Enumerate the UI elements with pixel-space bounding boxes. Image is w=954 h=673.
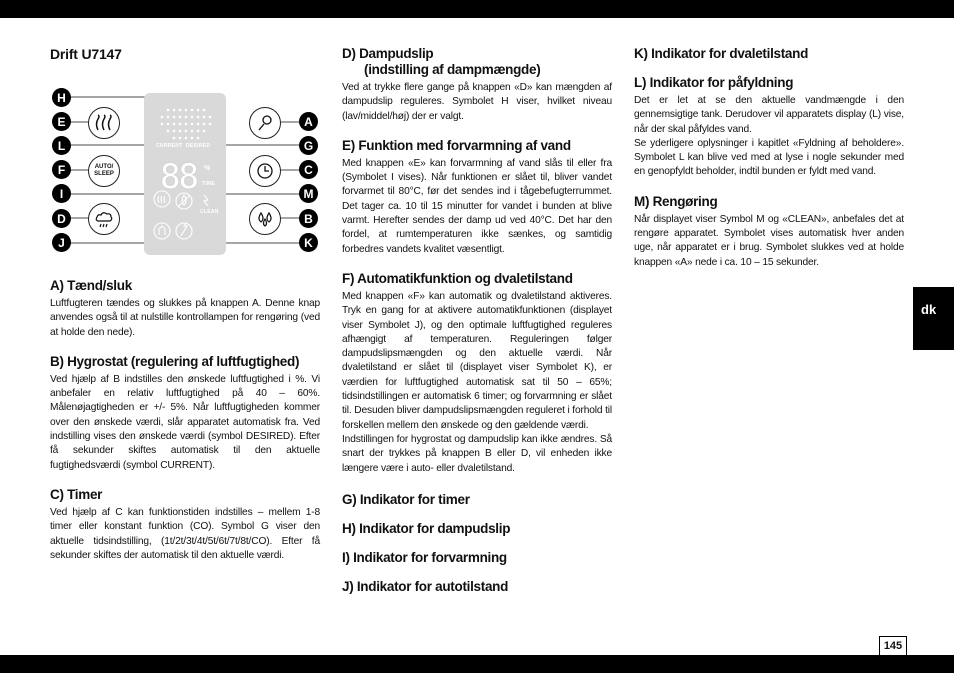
label-l: L (52, 136, 71, 155)
power-button[interactable] (249, 107, 281, 139)
section-f-text-2: Indstillingen for hygrostat og dampudslip kan ikke ændres. Så snart der trykkes på knappen B eller D, vil enheden ikke længere være i auto- eller dvaletilstand. (342, 433, 612, 474)
section-e-heading: E) Funktion med forvarmning af vand (342, 137, 571, 153)
section-m-text: Når displayet viser Symbol M og «CLEAN», anbefales det at rengøre apparatet. Symbolet vises automatisk hver anden uge, når apparatet er i brug. Symbolet slukkes ved at holde knappen «A» nede i ca. 10 – 15 sekunder. (634, 213, 904, 268)
language-tab-label: dk (921, 302, 937, 317)
label-a: A (299, 112, 318, 131)
section-f-heading: F) Automatikfunktion og dvaletilstand (342, 270, 573, 286)
language-tab (913, 287, 954, 350)
section-l-heading: L) Indikator for påfyldning (634, 75, 794, 90)
label-m: M (299, 184, 318, 203)
timer-button[interactable] (249, 155, 281, 187)
panel-percent: % (204, 165, 211, 172)
label-b: B (299, 209, 318, 228)
label-h: H (52, 88, 71, 107)
section-i-heading: I) Indikator for forvarmning (342, 549, 507, 565)
section-h-heading: H) Indikator for dampudslip (342, 520, 511, 536)
column-3 (634, 46, 904, 270)
label-i: I (52, 184, 71, 203)
section-c-text: Ved hjælp af C kan funktionstiden indstilles – mellem 1-8 timer eller konstant funktion (CO). Symbol G viser den aktuelle tidsindstilling, (1t/2t/3t/4t/5t/6t/7t/8t/CO). Efter få sekunder skiftes der automatisk til den aktuelle værdi. (50, 506, 320, 561)
section-a-heading: A) Tænd/sluk (50, 278, 132, 293)
top-band (0, 0, 954, 18)
panel-symbols (152, 189, 220, 247)
section-d-text: Ved at trykke flere gange på knappen «D» kan mængden af dampudslip reguleres. Symbolet H viser, hvilket niveau (lav/middel/høj) der er valgt. (342, 82, 612, 122)
auto-sleep-line2: SLEEP (94, 171, 114, 177)
display-panel (144, 93, 226, 255)
level-dots (154, 107, 216, 143)
heat-waves-icon (94, 114, 114, 132)
section-d-heading: D) Dampudslip (342, 46, 434, 61)
section-l-text-2: Se yderligere oplysninger i kapitlet «Fyldning af beholdere». Symbolet L kan blive ved med at lyse i nogle sekunder med en genopfyldt beholder, indtil bunden er fyldt med vand. (634, 137, 904, 178)
label-d: D (52, 209, 71, 228)
water-drops-icon (255, 209, 275, 229)
section-f-text: Med knappen «F» kan automatik og dvaletilstand aktiveres. Tryk en gang for at aktivere automatikfunktionen (displayet viser Symbolet J), og den optimale luftfugtighed reguleres afhængigt af temperaturen. Reguleringen følger dampudslipsmængden og den aktuelle værdi. Når dvaletilstand er slået til (displayet viser Symbolet K), er værdien for luftfugtighed automatisk sat til 50 – 65%; tidsindstillingen er automatisk 6 timer; og forvarmning er slået til. Desuden bliver dampudslipsmængden reguleret i forhold til forskellen mellem den ønskede og den gældende værdi. (342, 290, 612, 431)
label-c: C (299, 160, 318, 179)
auto-sleep-button[interactable] (88, 155, 120, 187)
section-c-heading: C) Timer (50, 486, 103, 502)
preheat-indicator-icon (154, 191, 170, 207)
page-title: Drift U7147 (50, 46, 122, 62)
panel-desired-label: DESIRED (186, 143, 211, 149)
clean-indicator-icon (204, 195, 208, 206)
power-icon (255, 113, 275, 133)
section-a-text: Luftfugteren tændes og slukkes på knappen A. Denne knap anvendes også til at nulstille kontrollampen for rengøring (ved at holde den nede). (50, 298, 320, 338)
label-e: E (52, 112, 71, 131)
section-b-text: Ved hjælp af B indstilles den ønskede luftfugtighed i %. Vi anbefaler en relativ luftfugtighed på 40 – 60%. Målenøjagtigheden er +/- 5%. Når luftfugtigheden kommer over den ønskede værdi, slår apparatet automatisk fra. Ved indstilling vises den ønskede værdi (symbol DESIRED). Efter få sekunder skiftes automatisk til den aktuelle fugtighedsværdi (symbol CURRENT). (50, 373, 320, 471)
label-g: G (299, 136, 318, 155)
bottom-band (0, 655, 954, 673)
panel-digits: 88 (160, 157, 197, 197)
column-2 (342, 46, 612, 595)
section-j-heading: J) Indikator for autotilstand (342, 578, 509, 594)
section-l-text: Det er let at se den aktuelle vandmængde i den gennemsigtige tank. Derudover vil apparatets display (L) vise, når der skal påfyldes vand. (634, 95, 904, 135)
column-1 (50, 46, 320, 62)
section-d-subheading: (indstilling af dampmængde) (364, 62, 541, 77)
auto-sleep-line1: AUTO/ (94, 164, 114, 170)
label-f: F (52, 160, 71, 179)
mist-button[interactable] (88, 203, 120, 235)
mist-cloud-icon (94, 210, 114, 228)
control-panel-diagram (50, 86, 320, 258)
section-k-heading: K) Indikator for dvaletilstand (634, 46, 809, 61)
label-j: J (52, 233, 71, 252)
preheat-button[interactable] (88, 107, 120, 139)
clock-icon (255, 161, 275, 181)
column-1-text (50, 278, 320, 563)
hygrostat-button[interactable] (249, 203, 281, 235)
section-m-heading: M) Rengøring (634, 193, 718, 209)
section-e-text: Med knappen «E» kan forvarmning af vand slås til eller fra (Symbolet I vises). Når funktionen er slået til, bliver vandet forvarmet til 80°C, før det sendes ind i tågebefugterrummet. Det tager ca. 10 til 15 minutter for vandet i bunden at blive varmt. Herefter sendes der damp ud ved 40°C. Det har den fordel, at rumtemperaturen ikke sænkes, og samtidig forbedres vandets kvalitet væsentligt. (342, 157, 612, 255)
section-b-heading: B) Hygrostat (regulering af luftfugtighed) (50, 353, 300, 369)
section-g-heading: G) Indikator for timer (342, 491, 470, 507)
page-number: 145 (879, 636, 907, 656)
panel-current-label: CURRENT (156, 143, 183, 149)
panel-clean-label: CLEAN (200, 209, 219, 215)
panel-time-label: TIME (202, 181, 216, 187)
label-k: K (299, 233, 318, 252)
